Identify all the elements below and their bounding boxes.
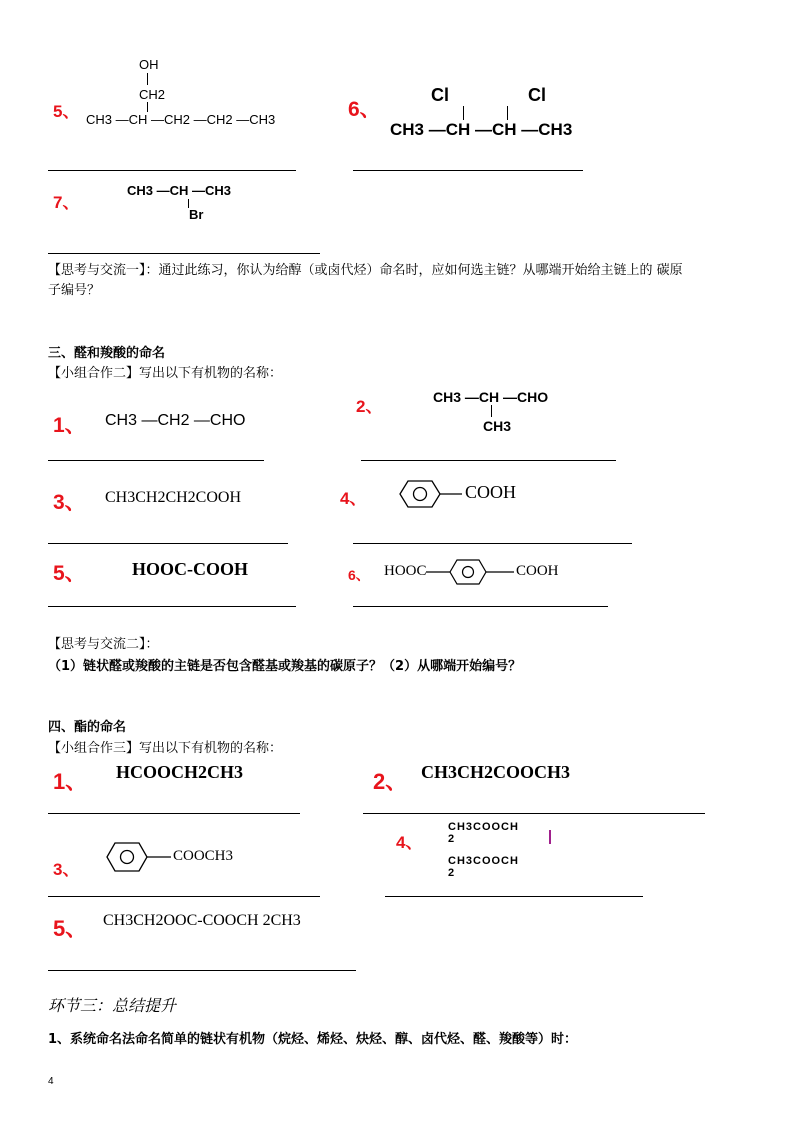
answer-line[interactable] (353, 170, 583, 171)
subscript: 2 (448, 867, 455, 879)
item-number: 3、 (53, 491, 86, 514)
formula: HOOC-COOH (132, 559, 248, 579)
item-number: 4、 (396, 833, 423, 852)
ester-group: COOCH3 (173, 848, 234, 864)
bond (463, 106, 464, 120)
section-heading: 四、酯的命名 (48, 720, 127, 735)
item-number: 2、 (356, 397, 383, 416)
answer-line[interactable] (48, 970, 356, 971)
answer-line[interactable] (48, 543, 288, 544)
benzene-ring-icon (103, 840, 173, 874)
item-number: 5、 (53, 916, 88, 941)
answer-line[interactable] (385, 896, 643, 897)
chlorine-label: Cl (528, 85, 546, 105)
bond (147, 73, 148, 85)
benzene-ring-icon (394, 478, 464, 510)
subscript: 2 (448, 833, 455, 845)
ch2-label: CH2 (139, 87, 166, 102)
answer-line[interactable] (48, 896, 320, 897)
chain-formula: CH3 —CH —CHO (433, 389, 549, 405)
item-number: 1、 (53, 414, 86, 437)
bond (147, 102, 148, 112)
ester-row-one: CH3COOCH (448, 821, 519, 833)
answer-line[interactable] (48, 460, 264, 461)
bond (491, 405, 492, 417)
benzene-ring-icon (424, 557, 516, 587)
formula: CH3 —CH2 —CHO (105, 412, 246, 429)
item-number: 2、 (373, 769, 408, 794)
item-number: 5、 (53, 562, 86, 585)
chain-formula: CH3 —CH —CH2 —CH2 —CH3 (86, 112, 276, 127)
answer-line[interactable] (361, 460, 616, 461)
answer-line[interactable] (48, 170, 296, 171)
chain-formula: CH3 —CH —CH —CH3 (390, 120, 573, 139)
answer-line[interactable] (353, 606, 608, 607)
methyl-branch: CH3 (483, 418, 512, 434)
formula: CH3CH2CH2COOH (105, 489, 242, 506)
answer-line[interactable] (353, 543, 632, 544)
item-number: 4、 (340, 489, 367, 508)
formula: CH3CH2OOC-COOCH 2CH3 (103, 912, 301, 929)
section-heading: 环节三：总结提升 (48, 996, 177, 1015)
bond (507, 106, 508, 120)
summary-item: 1、系统命名法命名简单的链状有机物（烷烃、烯烃、炔烃、醇、卤代烃、醛、羧酸等）时： (48, 1032, 578, 1047)
answer-line[interactable] (48, 606, 296, 607)
chain-formula: CH3 —CH —CH3 (127, 183, 232, 198)
formula: HCOOCH2CH3 (116, 762, 244, 782)
answer-line[interactable] (363, 813, 705, 814)
answer-line[interactable] (48, 813, 300, 814)
page-number: 4 (48, 1076, 54, 1087)
item-number: 6、 (348, 567, 370, 583)
think-discuss-one: 【思考与交流一】：通过此练习，你认为给醇（或卤代烃）命名时，应如何选主链？从哪端开始给主链上的 碳原 (48, 263, 683, 278)
item-number: 7、 (53, 193, 80, 212)
item-number: 6、 (348, 98, 381, 121)
item-number: 3、 (53, 860, 80, 879)
carboxyl-left: HOOC (384, 563, 427, 579)
chlorine-label: Cl (431, 85, 449, 105)
task-instruction: 【小组合作二】写出以下有机物的名称： (48, 366, 283, 381)
bromine-label: Br (189, 207, 204, 222)
formula: CH3CH2COOCH3 (421, 762, 571, 782)
item-number: 5、 (53, 102, 80, 121)
bond (549, 830, 551, 844)
carboxyl-group: COOH (465, 482, 517, 502)
think-discuss-one-cont: 子编号？ (48, 283, 101, 298)
section-heading: 三、醛和羧酸的命名 (48, 346, 166, 361)
task-instruction: 【小组合作三】写出以下有机物的名称： (48, 741, 283, 756)
answer-line[interactable] (48, 253, 320, 254)
ester-row-two: CH3COOCH (448, 855, 519, 867)
think-discuss-two: （1）链状醛或羧酸的主链是否包含醛基或羧基的碳原子？（2）从哪端开始编号？ (48, 659, 522, 674)
item-number: 1、 (53, 769, 88, 794)
think-discuss-two-title: 【思考与交流二】： (48, 637, 159, 652)
carboxyl-right: COOH (516, 563, 559, 579)
hydroxyl-label: OH (139, 57, 159, 72)
